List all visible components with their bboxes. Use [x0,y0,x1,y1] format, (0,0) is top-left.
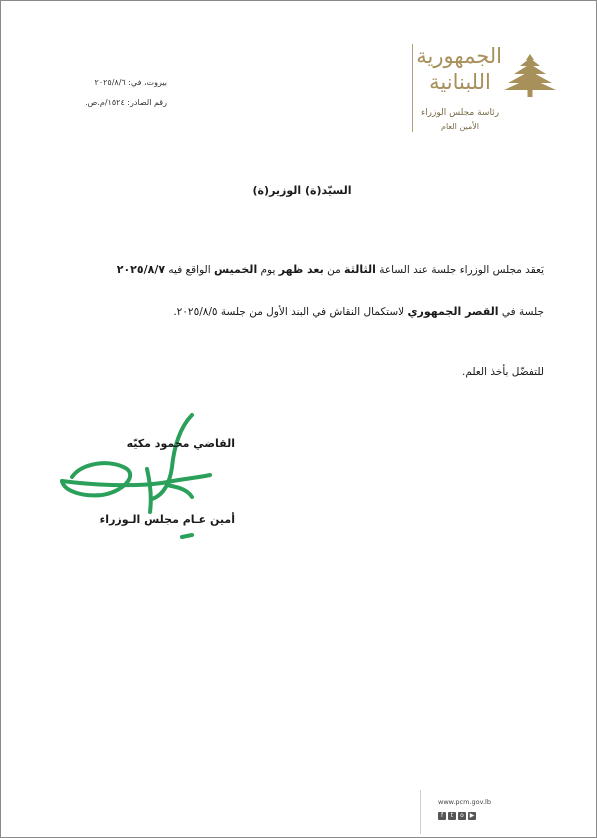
letter-page [12,2,592,834]
letterhead [412,44,587,139]
emblem-sub2: الأمين العام [440,122,480,131]
instagram-icon[interactable]: o [458,812,466,820]
salutation: السيّد(ة) الوزير(ة) [252,184,352,197]
reference-number: رقم الصادر: ١٥٢٤/م.ص. [85,98,167,107]
body-paragraph-1 [117,263,544,276]
emblem-line2: اللبنانية [429,70,491,94]
facebook-icon[interactable]: f [438,812,446,820]
date-line: بيروت، في: ٢٠٢٥/٨/٦ [94,78,167,87]
youtube-icon[interactable]: ▶ [469,812,475,819]
signature-icon [52,407,212,547]
p1-bold-time: الثالثة [344,263,376,276]
p1-bold-day: الخميس [213,263,258,276]
p1-text-g: الواقع فيه [165,264,214,276]
p1-text-a: يَعقد مجلس الوزراء جلسة عند الساعة [375,264,544,276]
cedar-icon [504,52,556,98]
closing-line: للتفضّل بأخذ العلم. [462,366,544,378]
emblem-sub1: رئاسة مجلس الوزراء [420,108,500,118]
signer-title: أمين عـام مجلس الـوزراء [99,513,235,526]
p1-text-e: يوم [257,264,279,276]
p1-text-c: من [323,264,345,276]
footer-divider [420,790,421,834]
twitter-icon[interactable]: t [448,812,456,820]
social-links [438,812,476,820]
p2-bold-place: القصر الجمهوري [407,305,499,318]
p2-text-a: جلسة في [498,306,544,318]
p1-bold-afternoon: بعد ظهر [278,263,324,276]
letterhead-divider [412,44,413,132]
p2-text-c: لاستكمال النقاش في البند الأول من جلسة ٢٠٢٥/٨/٥. [173,306,408,318]
signer-name: القاضي محمود مكيّه [126,437,235,450]
body-paragraph-2 [173,305,544,318]
p1-bold-date: ٢٠٢٥/٨/٧ [116,263,166,276]
emblem-line1: الجمهورية [416,44,502,68]
footer-url[interactable]: www.pcm.gov.lb [438,798,491,806]
